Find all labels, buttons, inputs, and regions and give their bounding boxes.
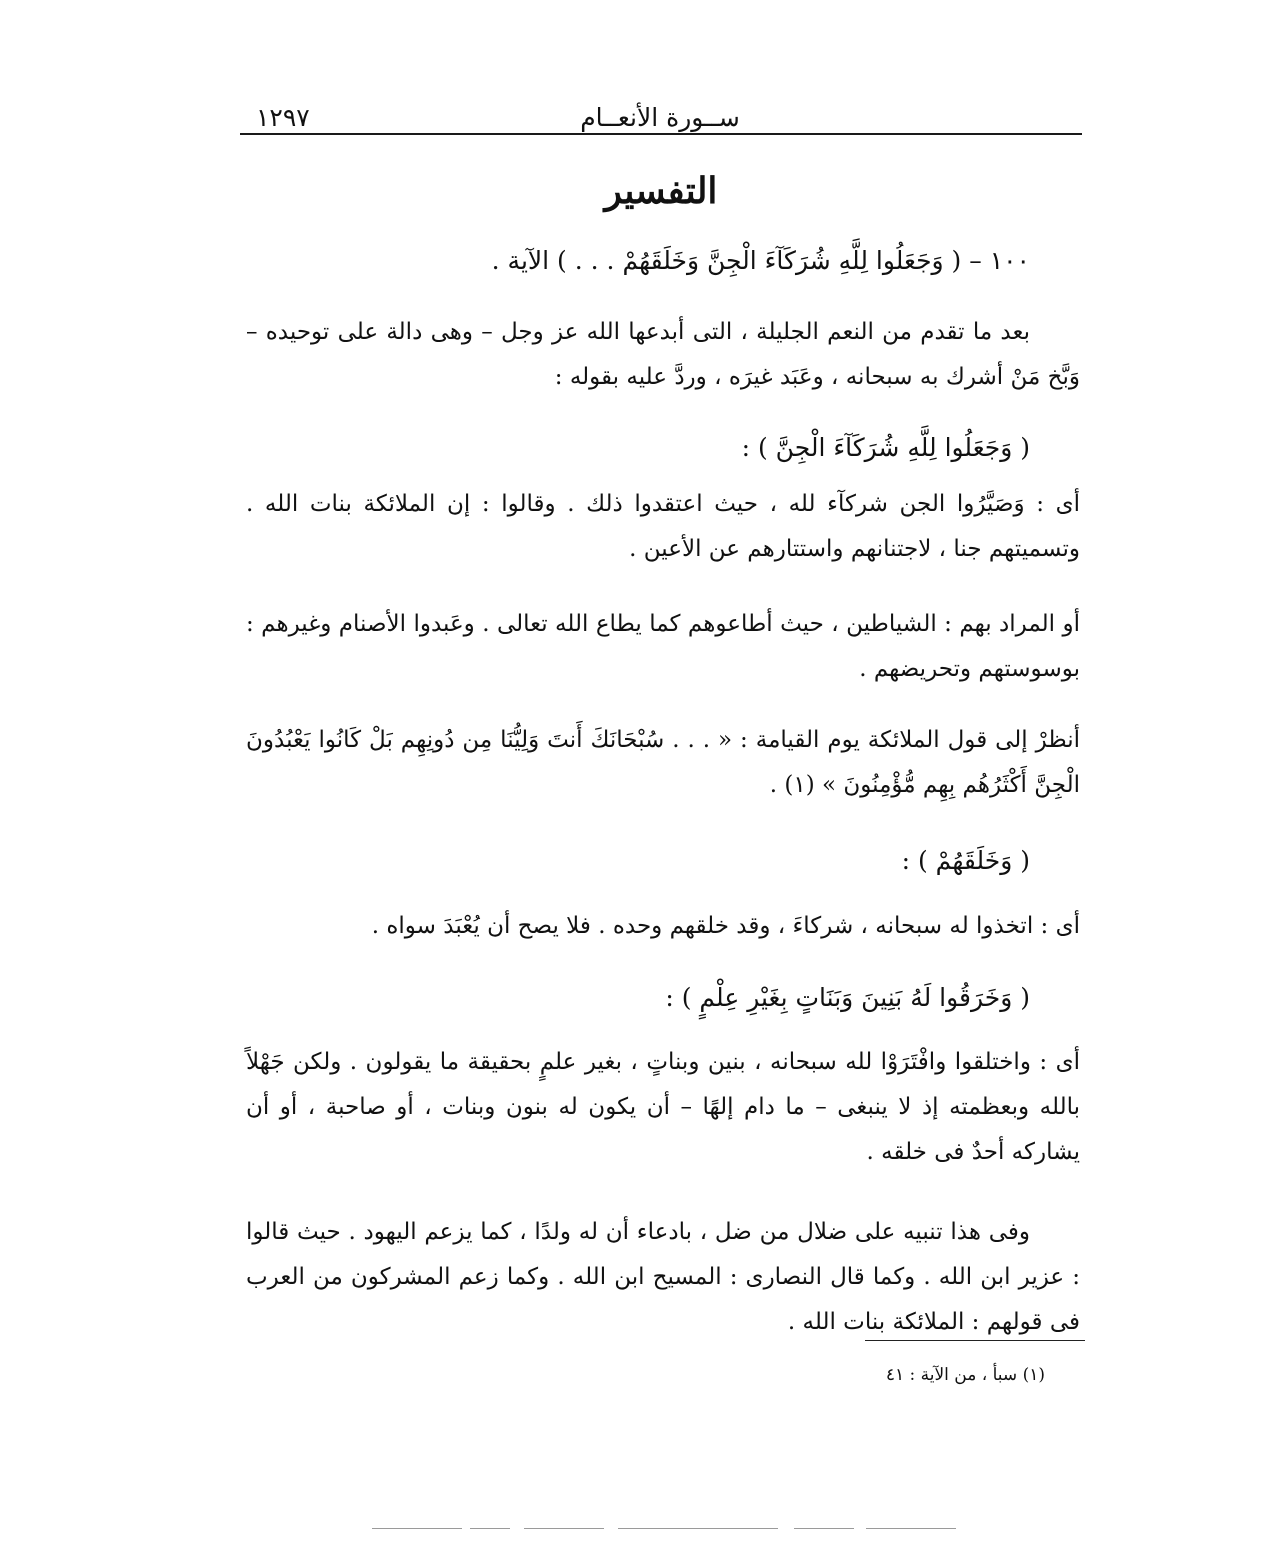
quote-khalaqahum: [246, 838, 1080, 883]
paragraph-explanation-1: [246, 482, 1080, 572]
quote-khalaqahum-text: ( وَخَلَقَهُمْ ) :: [901, 846, 1030, 875]
surah-name: ســورة الأنعــام: [580, 103, 740, 132]
page-number: ١٢٩٧: [256, 103, 310, 132]
quote-kharaqu: [246, 975, 1080, 1020]
running-header: [242, 92, 1078, 132]
verse-heading-text: ١٠٠ – ( وَجَعَلُوا لِلَّهِ شُرَكَآءَ الْجِنَّ وَخَلَقَهُمْ . . . ) الآية .: [491, 246, 1030, 275]
quote-kharaqu-text: ( وَخَرَقُوا لَهُ بَنِينَ وَبَنَاتٍ بِغَيْرِ عِلْمٍ ) :: [665, 983, 1030, 1012]
paragraph-explanation-4: [246, 1040, 1080, 1175]
paragraph-explanation-4-text: أى : واختلقوا وافْتَرَوْا لله سبحانه ، بنين وبناتٍ ، بغير علمٍ بحقيقة ما يقولون . ولكن جَهْلاً بالله وبعظمته إذ لا ينبغى – ما دام إلهًا – أن يكون له بنون وبنات ، أو صاحبة ، أو أن يشاركه أحدٌ فى خلقه .: [246, 1049, 1080, 1165]
scan-artifact: [524, 1528, 604, 1529]
paragraph-explanation-2-text: أو المراد بهم : الشياطين ، حيث أطاعوهم كما يطاع الله تعالى . وعَبدوا الأصنام وغيرهم : بوسوستهم وتحريضهم .: [246, 611, 1080, 682]
paragraph-angels-quote: [246, 718, 1080, 808]
paragraph-explanation-3-text: أى : اتخذوا له سبحانه ، شركاءَ ، وقد خلقهم وحده . فلا يصح أن يُعْبَدَ سواه .: [371, 913, 1080, 939]
scan-artifact: [794, 1528, 854, 1529]
paragraph-warning-text: وفى هذا تنبيه على ضلال من ضل ، بادعاء أن له ولدًا ، كما يزعم اليهود . حيث قالوا : عزير ابن الله . وكما قال النصارى : المسيح ابن الله . وكما زعم المشركون من العرب فى قولهم : الملائكة بنات الله .: [246, 1219, 1080, 1335]
header-divider: [240, 133, 1082, 135]
quote-shuraka-text: ( وَجَعَلُوا لِلَّهِ شُرَكَآءَ الْجِنَّ ) :: [741, 433, 1030, 462]
scan-artifact: [866, 1528, 956, 1529]
footnote: (١) سبأ ، من الآية : ٤١: [885, 1365, 1045, 1385]
scan-artifact: [470, 1528, 510, 1529]
paragraph-intro-text: بعد ما تقدم من النعم الجليلة ، التى أبدعها الله عز وجل – وهى دالة على توحيده – وَبَّخ مَنْ أشرك به سبحانه ، وعَبَد غيرَه ، وردَّ عليه بقوله :: [246, 319, 1080, 390]
paragraph-warning: [246, 1210, 1080, 1345]
quote-shuraka: [246, 425, 1080, 470]
paragraph-explanation-2: [246, 602, 1080, 692]
paragraph-explanation-3: [246, 904, 1080, 949]
paragraph-intro: [246, 310, 1080, 400]
section-title: التفسير: [604, 170, 718, 212]
paragraph-explanation-1-text: أى : وَصَيَّرُوا الجن شركآء لله ، حيث اعتقدوا ذلك . وقالوا : إن الملائكة بنات الله . وتسميتهم جنا ، لاجتنانهم واستتارهم عن الأعين .: [246, 491, 1080, 562]
paragraph-angels-quote-text: أنظرْ إلى قول الملائكة يوم القيامة : « . . . سُبْحَانَكَ أَنتَ وَلِيُّنَا مِن دُونِهِم بَلْ كَانُوا يَعْبُدُونَ الْجِنَّ أَكْثَرُهُم بِهِم مُّؤْمِنُونَ » (١) .: [246, 727, 1080, 798]
scan-artifact: [618, 1528, 778, 1529]
scan-artifact: [372, 1528, 462, 1529]
verse-heading: [246, 238, 1080, 283]
footnote-divider: [865, 1340, 1085, 1341]
